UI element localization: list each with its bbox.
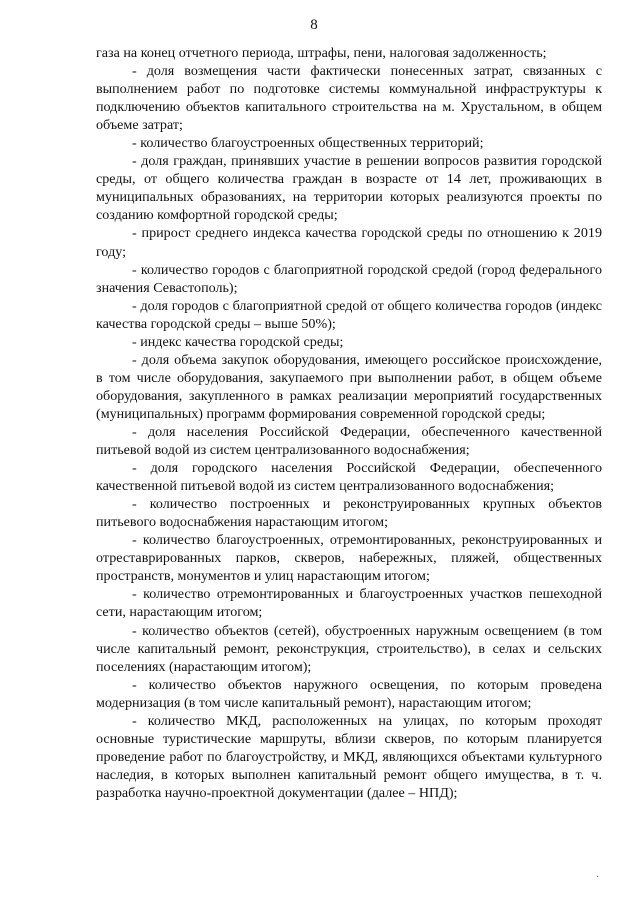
paragraph: - количество городов с благоприятной городской средой (город федерального значения Севастополь); [96,261,602,296]
paragraph: - количество МКД, расположенных на улицах, по которым проходят основные туристические маршруты, вблизи скверов, по которым планируется проведение работ по благоустройству, и МКД, являющихся объектами культурного наследия, в которых выполнен капитальный ремонт общего имущества, в т. ч. разработка научно-проектной документации (далее – НПД); [96,712,602,801]
paragraph: - индекс качества городской среды; [132,333,344,350]
paragraph: - прирост среднего индекса качества городской среды по отношению к 2019 году; [96,225,602,260]
page-number: 8 [310,17,318,33]
paragraph: - доля возмещения части фактически понесенных затрат, связанных с выполнением работ по подготовке системы коммунальной инфраструктуры к подключению объектов капитального строительства на м. Хрустальном, в общем объеме затрат; [96,63,602,134]
paragraph: газа на конец отчетного периода, штрафы, пени, налоговая задолженность; [96,45,547,61]
paragraph: - доля граждан, принявших участие в решении вопросов развития городской среды, от общего количества граждан в возрасте от 14 лет, проживающих в муниципальных образованиях, на территории которых реализуются проекты по созданию комфортной городской среды; [96,153,602,224]
paragraph: - количество благоустроенных, отремонтированных, реконструированных и отреставрированных парков, скверов, набережных, пляжей, общественных пространств, монументов и улиц нарастающим итогом; [96,532,602,585]
paragraph: - количество построенных и реконструированных крупных объектов питьевого водоснабжения нарастающим итогом; [96,496,602,531]
paragraph: - количество благоустроенных общественных территорий; [132,135,484,152]
scan-speck: · [596,872,600,883]
paragraph: - доля городов с благоприятной средой от общего количества городов (индекс качества городской среды – выше 50%); [96,297,602,332]
document-body [96,44,602,802]
paragraph: - количество отремонтированных и благоустроенных участков пешеходной сети, нарастающим итогом; [96,586,602,621]
paragraph: - количество объектов наружного освещения, по которым проведена модернизация (в том числе капитальный ремонт), нарастающим итогом; [96,676,602,711]
paragraph: - доля объема закупок оборудования, имеющего российское происхождение, в том числе оборудования, закупаемого при выполнении работ, в общем объеме оборудования, закупленного в рамках реализации мероприятий государственных (муниципальных) программ формирования современной городской среды; [96,351,602,422]
paragraph: - доля населения Российской Федерации, обеспеченного качественной питьевой водой из систем централизованного водоснабжения; [96,423,602,459]
paragraph: - количество объектов (сетей), обустроенных наружным освещением (в том числе капитальный ремонт, реконструкция, строительство), в селах и сельских поселениях (нарастающим итогом); [96,622,602,675]
paragraph: - доля городского населения Российской Федерации, обеспеченного качественной питьевой водой из систем централизованного водоснабжения; [96,460,602,495]
